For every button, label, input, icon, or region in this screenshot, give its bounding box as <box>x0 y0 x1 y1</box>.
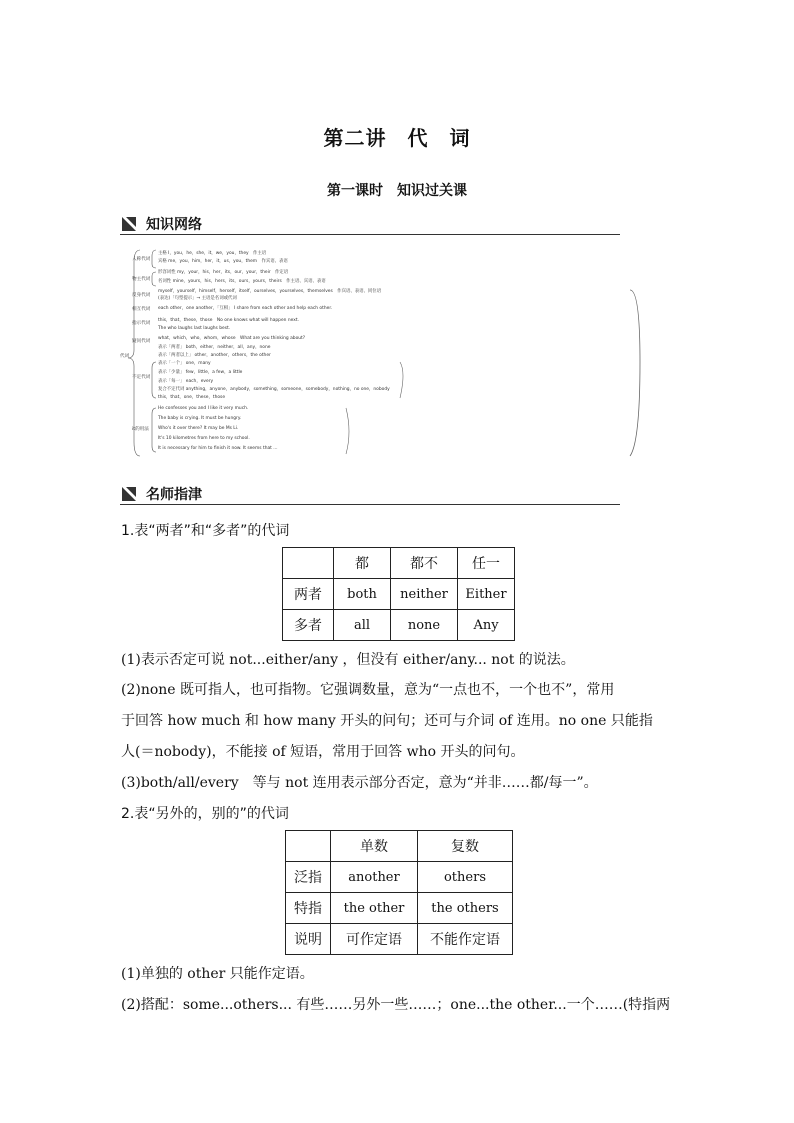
mindmap-category: it的用法 <box>132 427 149 432</box>
heading-part2: 2.表“另外的，别的”的代词 <box>121 806 289 822</box>
table-cell: 不能作定语 <box>418 924 513 955</box>
table-cell: the other <box>331 893 418 924</box>
section-header-network <box>120 214 620 235</box>
mindmap-line: The baby is crying. It must be hungry. <box>158 416 242 421</box>
mindmap-root: 代词 <box>120 354 130 359</box>
mindmap-line: It is necessary for him to finish it now. It seems that ... <box>158 446 278 451</box>
mindmap-line: 主格 I，you，he，she，it，we，you，they 作主语 <box>158 251 267 256</box>
table-both-many <box>282 547 515 641</box>
mindmap-line: 表示「两者以上」 other，another，others，the other <box>158 353 271 358</box>
mindmap-line: Who's it over there? It may be Ms Li. <box>158 426 239 431</box>
section-marker-icon <box>122 217 136 231</box>
section-title: 知识网络 <box>146 217 202 233</box>
mindmap-line: 表示「一个」 one，many <box>158 361 211 366</box>
note-text: (1)表示否定可说 not...either/any ，但没有 either/any... not 的说法。 <box>121 652 575 668</box>
table-cell: Any <box>458 610 515 641</box>
table-cell: none <box>391 610 458 641</box>
mindmap-category: 不定代词 <box>132 375 151 380</box>
table-header: 任一 <box>458 548 515 579</box>
note-text: (3)both/all/every 等与 not 连用表示部分否定，意为“并非……都/每一”。 <box>121 775 598 791</box>
table-cell: 可作定语 <box>331 924 418 955</box>
mindmap-category: 物主代词 <box>132 277 151 282</box>
note-text: (2)搭配：some...others... 有些……另外一些……；one...the other...一个……(特指两 <box>121 997 671 1013</box>
table-cell: all <box>334 610 391 641</box>
section-header-guide <box>120 484 620 505</box>
note-text: (1)单独的 other 只能作定语。 <box>121 966 314 982</box>
table-cell <box>283 548 334 579</box>
note-text: (2)none 既可指人，也可指物。它强调数量，意为“一点也不，一个也不”，常用 <box>121 682 615 698</box>
knowledge-mindmap <box>120 242 648 474</box>
mindmap-category: 反身代词 <box>132 293 151 298</box>
table-header: 都 <box>334 548 391 579</box>
table-row-label: 多者 <box>283 610 334 641</box>
mindmap-category: 人称代词 <box>132 257 151 262</box>
mindmap-line: 复合不定代词 anything，anyone，anybody，something，someone，somebody，nothing，no one，nobody <box>158 387 390 392</box>
mindmap-line: 表示「每一」 each，every <box>158 379 214 384</box>
mindmap-line: 名词性 mine，yours，his，hers，its，ours，yours，theirs 作主语、宾语、表语 <box>158 279 326 284</box>
mindmap-line: 表示「少量」 few，little，a few，a little <box>158 370 243 375</box>
heading-part1: 1.表“两者”和“多者”的代词 <box>121 523 290 539</box>
mindmap-line: this，that，these，those No one knows what will happen next. <box>158 318 299 323</box>
mindmap-line: myself，yourself，himself，herself，itself，ourselves，yourselves，themselves 作宾语、表语、同位语 <box>158 289 382 294</box>
mindmap-category: 指示代词 <box>132 321 151 326</box>
table-header: 单数 <box>331 831 418 862</box>
table-cell: others <box>418 862 513 893</box>
table-cell: both <box>334 579 391 610</box>
section-marker-icon <box>122 487 136 501</box>
page-subtitle: 第一课时 知识过关课 <box>327 183 467 199</box>
table-cell: the others <box>418 893 513 924</box>
mindmap-line: each other，one another，「互相」 I share from each other and help each other. <box>158 306 333 311</box>
table-row-label: 两者 <box>283 579 334 610</box>
mindmap-line: 形容词性 my，your，his，her，its，our，your，their 作定语 <box>158 270 289 275</box>
table-header: 复数 <box>418 831 513 862</box>
mindmap-line: It's 10 kilometres from here to my school. <box>158 436 250 441</box>
table-cell: neither <box>391 579 458 610</box>
section-title: 名师指津 <box>146 487 202 503</box>
mindmap-line: this，that，one，these，those <box>158 395 226 400</box>
mindmap-category: 疑问代词 <box>132 339 151 344</box>
mindmap-category: 相互代词 <box>132 307 151 312</box>
table-row-label: 特指 <box>286 893 331 924</box>
table-row-label: 说明 <box>286 924 331 955</box>
table-other <box>285 830 513 955</box>
page-title: 第二讲 代 词 <box>323 126 471 150</box>
table-header: 都不 <box>391 548 458 579</box>
mindmap-line: (表达)「句型提示」→ 主语是名词或代词 <box>158 296 237 301</box>
table-cell <box>286 831 331 862</box>
mindmap-line: He confesses you and I like it very much. <box>158 406 249 411</box>
mindmap-line: 表示「两者」 both，either，neither，all，any，none <box>158 345 271 350</box>
note-text: 于回答 how much 和 how many 开头的问句；还可与介词 of 连用。no one 只能指 <box>121 713 653 729</box>
note-text: 人(＝nobody)，不能接 of 短语，常用于回答 who 开头的问句。 <box>121 744 525 760</box>
mindmap-line: The who laughs last laughs best. <box>158 326 231 331</box>
mindmap-line: what，which，who，whom，whose What are you thinking about? <box>158 336 306 341</box>
mindmap-line: 宾格 me，you，him，her，it，us，you，them 作宾语、表语 <box>158 259 288 264</box>
table-cell: Either <box>458 579 515 610</box>
table-cell: another <box>331 862 418 893</box>
table-row-label: 泛指 <box>286 862 331 893</box>
